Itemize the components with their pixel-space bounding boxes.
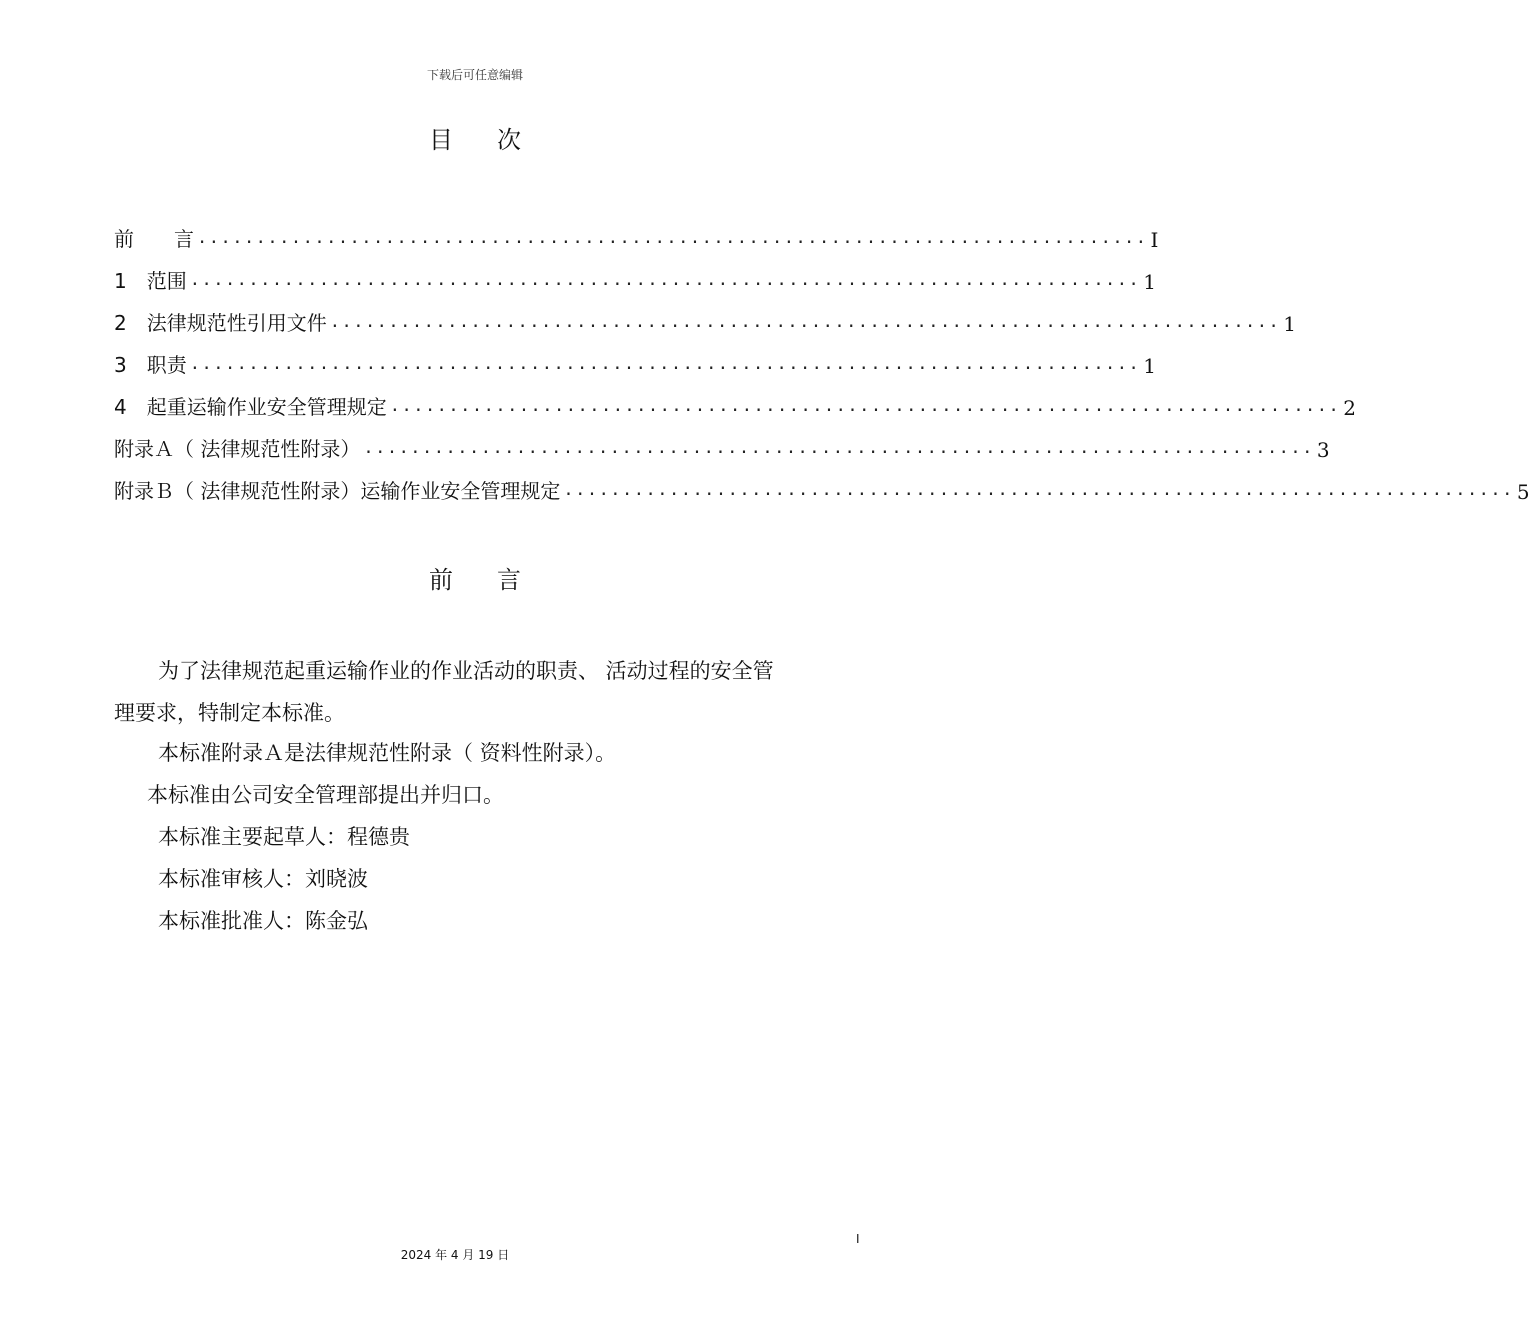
toc-entry-page: 2 xyxy=(1343,396,1356,420)
toc-entry-label: 3 职责 xyxy=(114,353,187,377)
toc-entry-label: 附录Ｂ（ 法律规范性附录）运输作业安全管理规定 xyxy=(114,479,561,503)
toc-entry-page: 1 xyxy=(1283,312,1296,336)
toc-entry-page: 5 xyxy=(1516,480,1530,504)
toc-leader-dots: ................................................................................. xyxy=(197,228,1148,248)
footer-date: 2024 年 4 月 19 日 xyxy=(400,1248,510,1262)
toc-leader-dots: ................................................................................. xyxy=(329,312,1281,332)
toc-entry-label: 前 言 xyxy=(114,227,194,251)
toc-leader-dots: ................................................................................. xyxy=(189,270,1141,290)
toc-leader-dots: ................................................................................. xyxy=(389,396,1341,416)
preface-paragraph: 本标准由公司安全管理部提出并归口。 xyxy=(147,783,504,807)
toc-leader-dots: ................................................................................. xyxy=(363,438,1314,458)
toc-entry-label: 附录Ａ（ 法律规范性附录） xyxy=(114,437,361,461)
toc-entry-page: 3 xyxy=(1316,438,1330,462)
preface-paragraph: 本标准审核人：刘晓波 xyxy=(158,867,368,891)
toc-entry-label: 4 起重运输作业安全管理规定 xyxy=(114,395,387,419)
toc-entry-label: 2 法律规范性引用文件 xyxy=(114,311,327,335)
toc-entry-page: 1 xyxy=(1143,270,1156,294)
toc-leader-dots: ................................................................................. xyxy=(563,480,1514,500)
toc-title: 目次 xyxy=(429,126,565,154)
header-note: 下载后可任意编辑 xyxy=(426,68,523,82)
preface-paragraph xyxy=(114,650,858,734)
preface-paragraph: 本标准附录Ａ是法律规范性附录（ 资料性附录）。 xyxy=(158,741,617,765)
preface-paragraph: 本标准主要起草人：程德贵 xyxy=(158,825,410,849)
page-number: I xyxy=(856,1232,860,1246)
preface-paragraph-line: 理要求，特制定本标准。 xyxy=(114,701,345,725)
preface-title: 前言 xyxy=(429,566,565,594)
toc-leader-dots: ................................................................................. xyxy=(189,354,1141,374)
toc-entry-page: 1 xyxy=(1143,354,1156,378)
preface-paragraph-line: 为了法律规范起重运输作业的作业活动的职责、 活动过程的安全管 xyxy=(158,659,774,683)
toc-entry-page: I xyxy=(1150,228,1159,252)
preface-paragraph: 本标准批准人：陈金弘 xyxy=(158,909,368,933)
toc-entry-label: 1 范围 xyxy=(114,269,187,293)
